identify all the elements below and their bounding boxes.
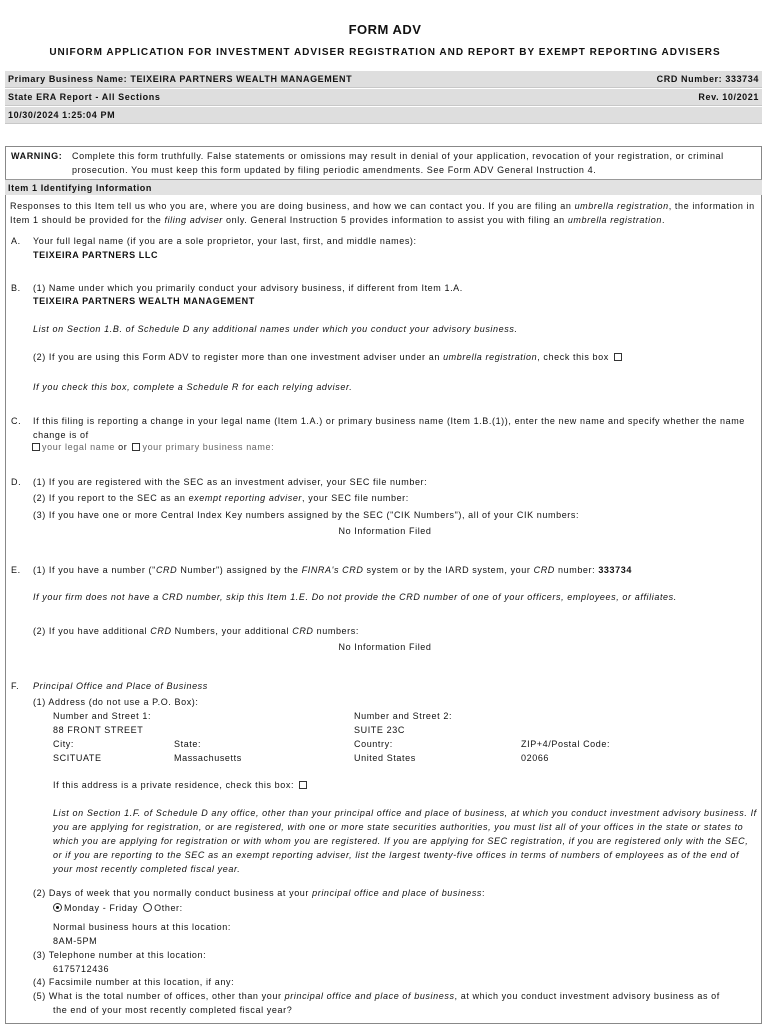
item-c-options: your legal name or your primary business name: <box>30 442 274 452</box>
item-e-question-1: (1) If you have a number ("CRD Number") assigned by the FINRA's CRD system or by the IARD system, your CRD number: 333734 <box>33 565 632 575</box>
warning-label: WARNING: <box>11 151 63 161</box>
street-2-label: Number and Street 2: <box>354 711 453 721</box>
state-label: State: <box>174 739 202 749</box>
item-d-question-1: (1) If you are registered with the SEC as an investment adviser, your SEC file number: <box>33 477 428 487</box>
item-f-question-5: (5) What is the total number of offices, other than your principal office and place of business, at which you conduct investment advisory business as of <box>33 991 720 1001</box>
item-b-letter: B. <box>11 283 21 293</box>
timestamp: 10/30/2024 1:25:04 PM <box>8 110 116 120</box>
business-hours-value: 8AM-5PM <box>53 936 98 946</box>
telephone-value: 6175712436 <box>53 964 110 974</box>
city-value: SCITUATE <box>53 753 102 763</box>
private-residence-question: If this address is a private residence, check this box: <box>53 780 309 790</box>
monday-friday-radio[interactable] <box>53 903 62 912</box>
revision: Rev. 10/2021 <box>698 92 759 102</box>
street-1-value: 88 FRONT STREET <box>53 725 144 735</box>
state-value: Massachusetts <box>174 753 242 763</box>
item-f-question-2: (2) Days of week that you normally conduct business at your principal office and place of business: <box>33 888 486 898</box>
zip-label: ZIP+4/Postal Code: <box>521 739 611 749</box>
business-days-options: Monday - Friday Other: <box>51 903 183 913</box>
header-row-report <box>5 89 762 106</box>
item-b-question-2: (2) If you are using this Form ADV to register more than one investment adviser under an umbrella registration, check this box <box>33 352 624 362</box>
item-f-question-3: (3) Telephone number at this location: <box>33 950 207 960</box>
country-label: Country: <box>354 739 393 749</box>
street-2-value: SUITE 23C <box>354 725 405 735</box>
umbrella-registration-checkbox[interactable] <box>614 353 622 361</box>
item-d-question-3: (3) If you have one or more Central Index Key numbers assigned by the SEC ("CIK Numbers"), all of your CIK numbers: <box>33 510 580 520</box>
item-d-question-2: (2) If you report to the SEC as an exempt reporting adviser, your SEC file number: <box>33 493 409 503</box>
item-1-intro: Responses to this Item tell us who you are, where you are doing business, and how we can contact you. If you are filing an umbrella registration, the information in Item 1 should be provided for the filing adviser only. General Instruction 5 provides information to assist you with filing an umbrella registration. <box>10 201 755 225</box>
business-name-value: TEIXEIRA PARTNERS WEALTH MANAGEMENT <box>33 296 255 306</box>
city-label: City: <box>53 739 74 749</box>
item-f-question-1: (1) Address (do not use a P.O. Box): <box>33 697 199 707</box>
item-f-heading: Principal Office and Place of Business <box>33 681 208 691</box>
report-type: State ERA Report - All Sections <box>8 92 161 102</box>
item-e-note: If your firm does not have a CRD number, skip this Item 1.E. Do not provide the CRD number of one of your officers, employees, or affiliates. <box>33 592 677 602</box>
item-e-letter: E. <box>11 565 21 575</box>
legal-name-change-checkbox[interactable] <box>32 443 40 451</box>
warning-line-1: Complete this form truthfully. False statements or omissions may result in denial of your application, revocation of your registration, or criminal <box>72 151 724 161</box>
primary-business-name: Primary Business Name: TEIXEIRA PARTNERS WEALTH MANAGEMENT <box>8 74 353 84</box>
warning-line-2: prosecution. You must keep this form updated by filing periodic amendments. See Form ADV General Instruction 4. <box>72 165 597 175</box>
form-subtitle: UNIFORM APPLICATION FOR INVESTMENT ADVISER REGISTRATION AND REPORT BY EXEMPT REPORTING ADVISERS <box>49 47 721 58</box>
item-c-letter: C. <box>11 416 22 426</box>
form-title: FORM ADV <box>348 22 422 37</box>
private-residence-checkbox[interactable] <box>299 781 307 789</box>
zip-value: 02066 <box>521 753 550 763</box>
crd-number: CRD Number: 333734 <box>656 74 759 84</box>
item-1-heading: Item 1 Identifying Information <box>5 179 762 195</box>
business-name-change-checkbox[interactable] <box>132 443 140 451</box>
item-f-question-5-cont: the end of your most recently completed fiscal year? <box>53 1005 293 1015</box>
item-e-question-2: (2) If you have additional CRD Numbers, your additional CRD numbers: <box>33 626 359 636</box>
item-c-question: If this filing is reporting a change in your legal name (Item 1.A.) or primary business name (Item 1.B.(1)), enter the new name and specify whether the name change is of <box>33 416 745 440</box>
country-value: United States <box>354 753 416 763</box>
additional-crd-value: No Information Filed <box>338 642 432 652</box>
item-b-note-2: If you check this box, complete a Schedule R for each relying adviser. <box>33 382 353 392</box>
item-f-question-4: (4) Facsimile number at this location, if any: <box>33 977 235 987</box>
crd-number-value: 333734 <box>598 565 632 575</box>
item-a-letter: A. <box>11 236 21 246</box>
legal-name-value: TEIXEIRA PARTNERS LLC <box>33 250 159 260</box>
business-hours-label: Normal business hours at this location: <box>53 922 231 932</box>
item-b-question-1: (1) Name under which you primarily conduct your advisory business, if different from Item 1.A. <box>33 283 463 293</box>
other-days-radio[interactable] <box>143 903 152 912</box>
item-d-letter: D. <box>11 477 22 487</box>
cik-numbers-value: No Information Filed <box>338 526 432 536</box>
item-f-letter: F. <box>11 681 20 691</box>
item-b-note-1: List on Section 1.B. of Schedule D any additional names under which you conduct your advisory business. <box>33 324 518 334</box>
item-f-note: List on Section 1.F. of Schedule D any office, other than your principal office and place of business, at which you conduct investment advisory business. If you are applying for registration, or are registered, with one or more state securities authorities, you must list all of your offices in the state or states to which you are applying for registration or with whom you are registered. If you are applying for SEC registration, if you are registered only with the SEC, or if you are reporting to the SEC as an exempt reporting adviser, list the largest twenty-five offices in terms of numbers of employees as of the end of your most recently completed fiscal year. <box>53 808 757 874</box>
item-a-question: Your full legal name (if you are a sole proprietor, your last, first, and middle names): <box>33 236 417 246</box>
header-row-timestamp <box>5 107 762 124</box>
header-row-business <box>5 71 762 88</box>
street-1-label: Number and Street 1: <box>53 711 152 721</box>
